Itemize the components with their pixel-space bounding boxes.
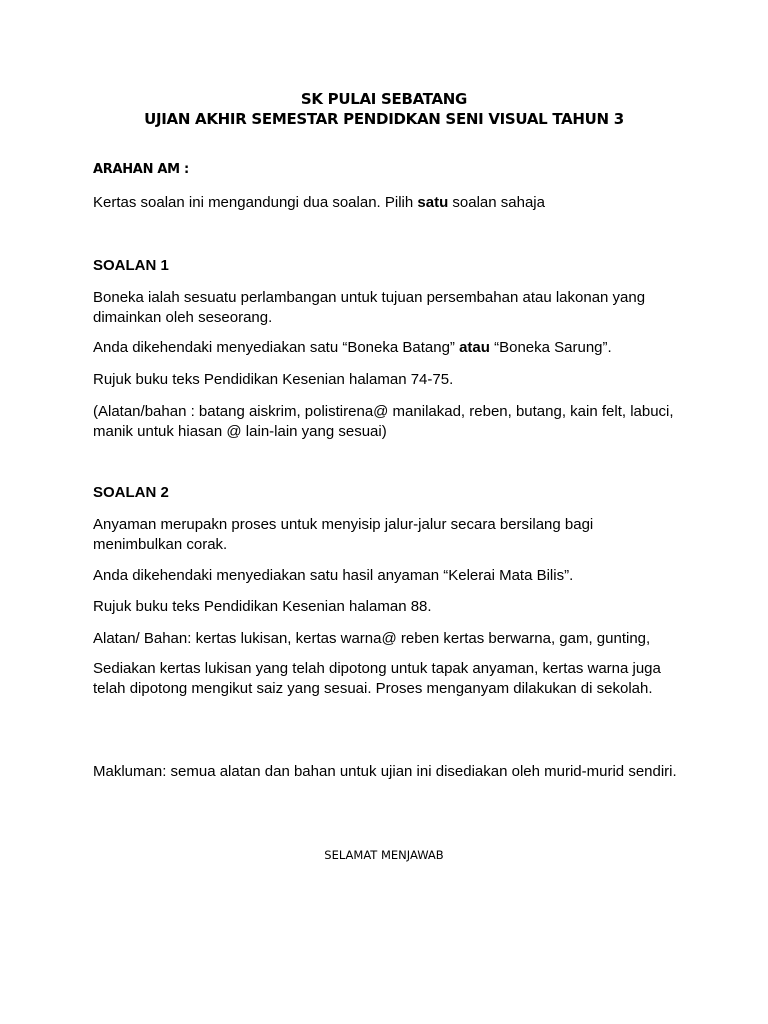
question2-paragraph-1: Anyaman merupakn proses untuk menyisip jalur-jalur secara bersilang bagi menimbulkan corak.: [93, 516, 594, 553]
question2-paragraph-4: Alatan/ Bahan: kertas lukisan, kertas warna@ reben kertas berwarna, gam, gunting,: [93, 630, 651, 647]
question1-paragraph-4: (Alatan/bahan : batang aiskrim, polistirena@ manilakad, reben, butang, kain felt, labuci, manik untuk hiasan @ lain-lain yang sesuai): [93, 403, 674, 440]
school-name: SK PULAI SEBATANG: [300, 90, 468, 108]
closing-text: SELAMAT MENJAWAB: [324, 848, 444, 862]
question1-paragraph-3: Rujuk buku teks Pendidikan Kesenian halaman 74-75.: [93, 371, 454, 388]
question1-heading: SOALAN 1: [93, 257, 169, 274]
question2-paragraph-2: Anda dikehendaki menyediakan satu hasil anyaman “Kelerai Mata Bilis”.: [93, 567, 574, 584]
general-instructions-text: [93, 193, 683, 213]
question2-paragraph-3: Rujuk buku teks Pendidikan Kesenian halaman 88.: [93, 598, 432, 615]
instructions-text-end: soalan sahaja: [448, 194, 545, 211]
question2-heading: SOALAN 2: [93, 484, 169, 501]
exam-title: UJIAN AKHIR SEMESTAR PENDIDKAN SENI VISUAL TAHUN 3: [144, 110, 624, 128]
note-paragraph: Makluman: semua alatan dan bahan untuk ujian ini disediakan oleh murid-murid sendiri.: [93, 763, 677, 780]
question1-paragraph-1: Boneka ialah sesuatu perlambangan untuk tujuan persembahan atau lakonan yang dimainkan oleh seseorang.: [93, 289, 646, 326]
general-instructions-heading: ARAHAN AM :: [93, 162, 189, 177]
question1-paragraph-2-bold: atau: [459, 339, 490, 356]
question1-paragraph-2: [93, 338, 683, 358]
instructions-text-bold: satu: [417, 194, 449, 211]
question2-paragraph-5: Sediakan kertas lukisan yang telah dipotong untuk tapak anyaman, kertas warna juga telah dipotong mengikut saiz yang sesuai. Proses menganyam dilakukan di sekolah.: [93, 660, 661, 697]
question1-paragraph-2-end: “Boneka Sarung”.: [489, 339, 612, 356]
instructions-text-start: Kertas soalan ini mengandungi dua soalan. Pilih: [93, 194, 418, 211]
question1-paragraph-2-start: Anda dikehendaki menyediakan satu “Boneka Batang”: [93, 339, 460, 356]
